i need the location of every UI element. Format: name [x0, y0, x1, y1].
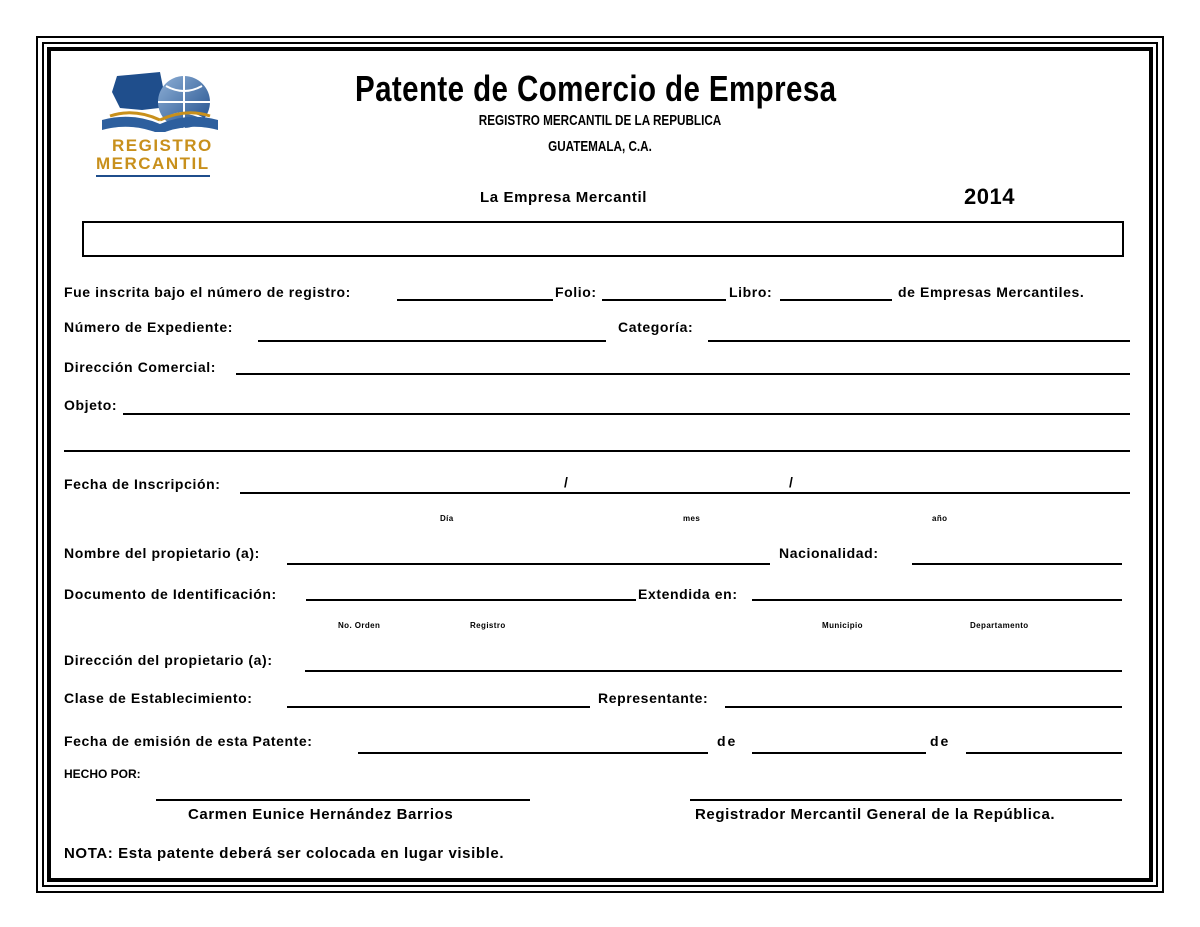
registro-caption: Registro: [470, 621, 506, 630]
libro-input-line[interactable]: [780, 299, 892, 301]
fecha-emision-month-line[interactable]: [752, 752, 926, 754]
dia-caption: Día: [440, 514, 454, 523]
direccion-propietario-label: Dirección del propietario (a):: [64, 652, 273, 668]
de-label-2: de: [930, 733, 951, 749]
empresa-name-field[interactable]: [82, 221, 1124, 257]
left-signature-line[interactable]: [156, 799, 530, 801]
page-title: Patente de Comercio de Empresa: [355, 68, 837, 109]
fecha-inscripcion-input-line[interactable]: [240, 492, 1130, 494]
subtitle-guatemala: GUATEMALA, C.A.: [548, 138, 652, 155]
subtitle-registro: REGISTRO MERCANTIL DE LA REPUBLICA: [478, 112, 722, 129]
registro-input-line[interactable]: [397, 299, 553, 301]
right-signature-name: Registrador Mercantil General de la República.: [695, 806, 1056, 823]
municipio-caption: Municipio: [822, 621, 863, 630]
objeto-label: Objeto:: [64, 397, 118, 413]
logo-text-registro: REGISTRO: [112, 136, 213, 155]
nacionalidad-input-line[interactable]: [912, 563, 1122, 565]
right-signature-line[interactable]: [690, 799, 1122, 801]
folio-input-line[interactable]: [602, 299, 726, 301]
clase-label: Clase de Establecimiento:: [64, 690, 253, 706]
date-slash-2: /: [789, 474, 794, 490]
registro-mercantil-logo: [72, 62, 252, 174]
empresas-suffix: de Empresas Mercantiles.: [898, 284, 1085, 300]
nacionalidad-label: Nacionalidad:: [779, 545, 879, 561]
expediente-input-line[interactable]: [258, 340, 606, 342]
documento-label: Documento de Identificación:: [64, 586, 277, 602]
fecha-emision-day-line[interactable]: [358, 752, 708, 754]
extendida-label: Extendida en:: [638, 586, 738, 602]
direccion-comercial-input-line[interactable]: [236, 373, 1130, 375]
objeto-input-line-2[interactable]: [64, 450, 1130, 452]
representante-label: Representante:: [598, 690, 709, 706]
objeto-input-line[interactable]: [123, 413, 1130, 415]
year-label: 2014: [964, 184, 1015, 209]
fecha-emision-year-line[interactable]: [966, 752, 1122, 754]
date-slash-1: /: [564, 474, 569, 490]
de-label-1: de: [717, 733, 738, 749]
propietario-input-line[interactable]: [287, 563, 770, 565]
logo-text-mercantil: MERCANTIL: [96, 154, 210, 177]
folio-label: Folio:: [555, 284, 597, 300]
direccion-comercial-label: Dirección Comercial:: [64, 359, 217, 375]
direccion-propietario-input-line[interactable]: [305, 670, 1122, 672]
categoria-label: Categoría:: [618, 319, 694, 335]
expediente-label: Número de Expediente:: [64, 319, 233, 335]
empresa-mercantil-label: La Empresa Mercantil: [480, 189, 648, 206]
fecha-inscripcion-label: Fecha de Inscripción:: [64, 476, 221, 492]
departamento-caption: Departamento: [970, 621, 1029, 630]
representante-input-line[interactable]: [725, 706, 1122, 708]
left-signature-name: Carmen Eunice Hernández Barrios: [188, 806, 454, 823]
mes-caption: mes: [683, 514, 701, 523]
registro-label: Fue inscrita bajo el número de registro:: [64, 284, 351, 300]
hecho-por-label: HECHO POR:: [64, 767, 141, 781]
documento-input-line[interactable]: [306, 599, 636, 601]
propietario-label: Nombre del propietario (a):: [64, 545, 260, 561]
libro-label: Libro:: [729, 284, 773, 300]
categoria-input-line[interactable]: [708, 340, 1130, 342]
no-orden-caption: No. Orden: [338, 621, 381, 630]
nota-text: NOTA: Esta patente deberá ser colocada en lugar visible.: [64, 845, 505, 862]
fecha-emision-label: Fecha de emisión de esta Patente:: [64, 733, 313, 749]
anio-caption: año: [932, 514, 948, 523]
clase-input-line[interactable]: [287, 706, 590, 708]
extendida-input-line[interactable]: [752, 599, 1122, 601]
